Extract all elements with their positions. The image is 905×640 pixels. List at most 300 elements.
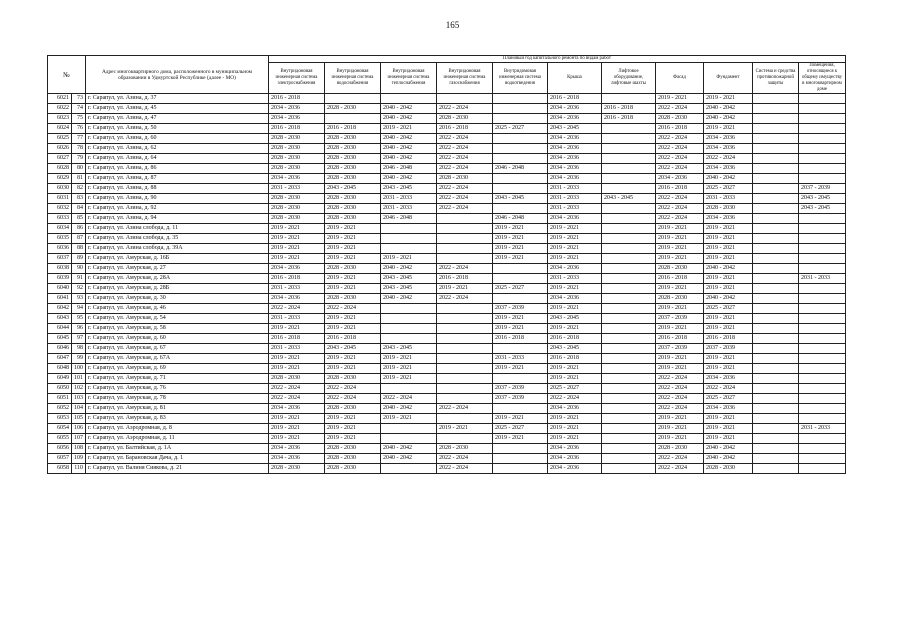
row-cell: 2034 - 2036	[548, 134, 602, 144]
row-cell: 2019 - 2021	[656, 414, 704, 424]
row-cell: 2022 - 2024	[437, 264, 493, 274]
row-cell: 2040 - 2042	[704, 454, 753, 464]
row-cell	[381, 464, 437, 474]
row-cell: 2028 - 2030	[325, 204, 381, 214]
row-cell	[799, 224, 846, 234]
row-cell: 2019 - 2021	[548, 224, 602, 234]
row-address: г. Сарапул, ул. Амурская, д. 27	[86, 264, 269, 274]
row-cell: 2022 - 2024	[548, 394, 602, 404]
row-address: г. Сарапул, ул. Азина, д. 47	[86, 114, 269, 124]
row-cell	[602, 374, 656, 384]
row-global-number: 6044	[48, 324, 72, 334]
row-cell: 2034 - 2036	[548, 214, 602, 224]
row-cell	[753, 154, 799, 164]
row-address: г. Сарапул, ул. Амурская, д. 60	[86, 334, 269, 344]
row-cell: 2022 - 2024	[656, 144, 704, 154]
table-row	[48, 274, 846, 284]
row-cell: 2019 - 2021	[381, 254, 437, 264]
row-cell	[437, 254, 493, 264]
row-cell: 2034 - 2036	[269, 264, 325, 274]
table-row	[48, 184, 846, 194]
header-col-1: Внутридомовая инженерная система электроснабжения	[269, 63, 325, 94]
row-cell: 2019 - 2021	[548, 284, 602, 294]
row-cell: 2034 - 2036	[269, 294, 325, 304]
row-cell: 2022 - 2024	[656, 404, 704, 414]
row-cell: 2028 - 2030	[325, 134, 381, 144]
row-cell: 2028 - 2030	[325, 464, 381, 474]
row-cell: 2034 - 2036	[548, 144, 602, 154]
row-cell	[437, 434, 493, 444]
row-cell	[753, 264, 799, 274]
row-cell	[493, 294, 548, 304]
row-global-number: 6040	[48, 284, 72, 294]
row-cell	[437, 94, 493, 104]
table-row	[48, 134, 846, 144]
row-cell: 2016 - 2018	[602, 114, 656, 124]
row-cell	[381, 244, 437, 254]
row-cell: 2028 - 2030	[269, 194, 325, 204]
row-cell	[493, 374, 548, 384]
row-cell: 2019 - 2021	[548, 364, 602, 374]
row-cell: 2019 - 2021	[325, 284, 381, 294]
row-cell: 2040 - 2042	[704, 294, 753, 304]
row-cell: 2019 - 2021	[656, 354, 704, 364]
row-cell	[753, 234, 799, 244]
row-cell: 2043 - 2045	[548, 344, 602, 354]
row-cell: 2025 - 2027	[548, 384, 602, 394]
table-row	[48, 324, 846, 334]
row-cell	[753, 214, 799, 224]
row-cell: 2028 - 2030	[269, 464, 325, 474]
row-cell: 2019 - 2021	[704, 284, 753, 294]
row-cell: 2022 - 2024	[437, 194, 493, 204]
row-cell: 2019 - 2021	[269, 434, 325, 444]
row-cell: 2019 - 2021	[656, 324, 704, 334]
row-address: г. Сарапул, ул. Азина, д. 37	[86, 94, 269, 104]
row-cell: 2031 - 2033	[799, 424, 846, 434]
header-address: Адрес многоквартирного дома, расположенного в муниципальном образовании в Удмуртской Республике (далее - МО)	[86, 56, 269, 94]
row-cell: 2034 - 2036	[548, 104, 602, 114]
row-address: г. Сарапул, ул. Азина, д. 62	[86, 144, 269, 154]
row-cell	[799, 214, 846, 224]
row-cell: 2040 - 2042	[704, 174, 753, 184]
row-cell: 2043 - 2045	[325, 184, 381, 194]
row-cell	[493, 154, 548, 164]
row-cell: 2022 - 2024	[325, 384, 381, 394]
row-cell: 2031 - 2033	[704, 194, 753, 204]
row-cell	[381, 424, 437, 434]
row-cell: 2034 - 2036	[704, 164, 753, 174]
row-address: г. Сарапул, ул. Амурская, д. 71	[86, 374, 269, 384]
row-cell	[602, 294, 656, 304]
row-local-number: 94	[72, 304, 86, 314]
row-cell: 2028 - 2030	[656, 294, 704, 304]
row-cell	[753, 404, 799, 414]
row-cell	[602, 164, 656, 174]
header-col-3: Внутридомовая инженерная система теплоснабжения	[381, 63, 437, 94]
row-cell	[753, 364, 799, 374]
row-local-number: 98	[72, 344, 86, 354]
table-row	[48, 374, 846, 384]
row-address: г. Сарапул, ул. Амурская, д. 46	[86, 304, 269, 314]
row-cell: 2022 - 2024	[437, 154, 493, 164]
row-cell: 2040 - 2042	[381, 294, 437, 304]
row-cell	[799, 254, 846, 264]
row-cell	[437, 414, 493, 424]
row-cell	[602, 304, 656, 314]
row-cell: 2016 - 2018	[602, 104, 656, 114]
row-cell	[381, 234, 437, 244]
header-col-5: Внутридомовая инженерная система водоотведения	[493, 63, 548, 94]
table-row	[48, 124, 846, 134]
row-global-number: 6031	[48, 194, 72, 204]
row-cell: 2019 - 2021	[381, 124, 437, 134]
table-row	[48, 294, 846, 304]
row-cell: 2034 - 2036	[269, 174, 325, 184]
row-cell	[753, 434, 799, 444]
row-cell: 2037 - 2039	[704, 344, 753, 354]
row-cell: 2019 - 2021	[269, 234, 325, 244]
row-cell: 2022 - 2024	[656, 154, 704, 164]
row-cell: 2019 - 2021	[325, 274, 381, 284]
row-cell: 2019 - 2021	[493, 414, 548, 424]
row-cell	[602, 274, 656, 284]
header-col-6: Крыша	[548, 63, 602, 94]
row-cell: 2016 - 2018	[656, 334, 704, 344]
row-cell: 2043 - 2045	[381, 284, 437, 294]
row-local-number: 92	[72, 284, 86, 294]
row-global-number: 6055	[48, 434, 72, 444]
row-cell	[753, 294, 799, 304]
row-local-number: 104	[72, 404, 86, 414]
row-cell	[437, 314, 493, 324]
row-cell: 2022 - 2024	[437, 204, 493, 214]
row-cell: 2019 - 2021	[493, 224, 548, 234]
page-number: 165	[445, 20, 460, 30]
row-cell: 2019 - 2021	[548, 434, 602, 444]
row-cell	[753, 144, 799, 154]
row-cell	[799, 234, 846, 244]
row-cell: 2019 - 2021	[548, 374, 602, 384]
row-cell: 2016 - 2018	[656, 184, 704, 194]
row-global-number: 6050	[48, 384, 72, 394]
row-cell: 2028 - 2030	[325, 194, 381, 204]
row-cell: 2019 - 2021	[493, 434, 548, 444]
row-cell	[753, 274, 799, 284]
row-cell: 2019 - 2021	[656, 234, 704, 244]
row-cell: 2028 - 2030	[325, 164, 381, 174]
row-cell: 2040 - 2042	[704, 264, 753, 274]
row-local-number: 108	[72, 444, 86, 454]
row-cell: 2031 - 2033	[548, 274, 602, 284]
row-cell	[602, 444, 656, 454]
header-col-2: Внутридомовая инженерная система водоснабжения	[325, 63, 381, 94]
row-cell: 2031 - 2033	[493, 354, 548, 364]
row-cell	[437, 324, 493, 334]
row-local-number: 89	[72, 254, 86, 264]
row-cell: 2031 - 2033	[548, 204, 602, 214]
row-cell	[437, 234, 493, 244]
table-row	[48, 174, 846, 184]
row-cell: 2016 - 2018	[493, 334, 548, 344]
row-local-number: 74	[72, 104, 86, 114]
row-global-number: 6047	[48, 354, 72, 364]
row-cell	[753, 444, 799, 454]
row-cell: 2022 - 2024	[656, 104, 704, 114]
row-cell	[493, 464, 548, 474]
row-cell	[381, 384, 437, 394]
row-global-number: 6036	[48, 244, 72, 254]
row-cell: 2019 - 2021	[325, 244, 381, 254]
table-row	[48, 414, 846, 424]
row-cell: 2034 - 2036	[548, 154, 602, 164]
row-cell: 2019 - 2021	[381, 354, 437, 364]
row-global-number: 6049	[48, 374, 72, 384]
row-cell: 2034 - 2036	[269, 454, 325, 464]
row-cell: 2019 - 2021	[704, 414, 753, 424]
row-address: г. Сарапул, ул. Амурская, д. 54	[86, 314, 269, 324]
row-local-number: 77	[72, 134, 86, 144]
row-local-number: 109	[72, 454, 86, 464]
row-local-number: 106	[72, 424, 86, 434]
row-cell	[753, 194, 799, 204]
table-row	[48, 154, 846, 164]
row-cell	[799, 374, 846, 384]
row-cell: 2040 - 2042	[704, 104, 753, 114]
row-cell: 2034 - 2036	[548, 464, 602, 474]
row-cell	[602, 144, 656, 154]
table-row	[48, 344, 846, 354]
row-local-number: 91	[72, 274, 86, 284]
row-cell: 2022 - 2024	[656, 384, 704, 394]
row-cell	[799, 414, 846, 424]
row-cell: 2019 - 2021	[325, 254, 381, 264]
row-global-number: 6042	[48, 304, 72, 314]
row-cell	[753, 314, 799, 324]
row-cell: 2040 - 2042	[381, 404, 437, 414]
row-cell	[799, 154, 846, 164]
row-cell: 2037 - 2039	[656, 314, 704, 324]
row-address: г. Сарапул, ул. Азина, д. 64	[86, 154, 269, 164]
row-cell: 2034 - 2036	[548, 164, 602, 174]
row-address: г. Сарапул, ул. Азина, д. 92	[86, 204, 269, 214]
row-cell: 2028 - 2030	[437, 114, 493, 124]
row-local-number: 87	[72, 234, 86, 244]
table-row	[48, 434, 846, 444]
row-cell: 2043 - 2045	[381, 344, 437, 354]
row-local-number: 84	[72, 204, 86, 214]
row-cell: 2037 - 2039	[656, 344, 704, 354]
row-cell	[799, 124, 846, 134]
row-cell: 2022 - 2024	[656, 214, 704, 224]
row-cell: 2019 - 2021	[704, 254, 753, 264]
row-cell: 2019 - 2021	[269, 224, 325, 234]
row-cell: 2019 - 2021	[548, 414, 602, 424]
row-cell: 2022 - 2024	[656, 134, 704, 144]
row-local-number: 83	[72, 194, 86, 204]
row-cell	[325, 94, 381, 104]
row-cell: 2022 - 2024	[437, 104, 493, 114]
row-cell: 2031 - 2033	[799, 274, 846, 284]
row-cell: 2046 - 2048	[493, 164, 548, 174]
row-cell	[493, 94, 548, 104]
row-cell	[602, 244, 656, 254]
row-cell	[602, 154, 656, 164]
table-row	[48, 164, 846, 174]
row-address: г. Сарапул, ул. Амурская, д. 69	[86, 364, 269, 374]
row-cell	[602, 424, 656, 434]
row-cell	[493, 444, 548, 454]
row-cell	[602, 344, 656, 354]
row-cell: 2019 - 2021	[704, 94, 753, 104]
row-cell: 2025 - 2027	[493, 424, 548, 434]
row-cell: 2028 - 2030	[269, 134, 325, 144]
row-global-number: 6045	[48, 334, 72, 344]
row-local-number: 107	[72, 434, 86, 444]
row-global-number: 6027	[48, 154, 72, 164]
row-cell: 2034 - 2036	[704, 374, 753, 384]
row-local-number: 100	[72, 364, 86, 374]
row-cell	[753, 174, 799, 184]
row-cell: 2025 - 2027	[704, 394, 753, 404]
row-cell: 2028 - 2030	[325, 444, 381, 454]
row-cell: 2028 - 2030	[269, 374, 325, 384]
row-cell	[602, 284, 656, 294]
row-local-number: 97	[72, 334, 86, 344]
row-address: г. Сарапул, ул. Амурская, д. 67А	[86, 354, 269, 364]
row-cell: 2016 - 2018	[704, 334, 753, 344]
row-cell	[493, 204, 548, 214]
row-cell	[799, 334, 846, 344]
row-cell	[753, 414, 799, 424]
row-cell: 2040 - 2042	[381, 114, 437, 124]
row-cell: 2016 - 2018	[656, 124, 704, 134]
row-address: г. Сарапул, ул. Азина, д. 45	[86, 104, 269, 114]
row-local-number: 103	[72, 394, 86, 404]
row-cell	[753, 334, 799, 344]
row-cell	[381, 224, 437, 234]
row-cell: 2022 - 2024	[381, 394, 437, 404]
row-cell: 2019 - 2021	[381, 374, 437, 384]
row-cell: 2022 - 2024	[437, 404, 493, 414]
row-cell	[753, 304, 799, 314]
row-cell: 2043 - 2045	[493, 194, 548, 204]
row-cell	[799, 174, 846, 184]
row-cell	[602, 394, 656, 404]
row-cell: 2019 - 2021	[704, 354, 753, 364]
row-cell: 2016 - 2018	[437, 124, 493, 134]
row-cell: 2019 - 2021	[548, 324, 602, 334]
row-local-number: 86	[72, 224, 86, 234]
table-row	[48, 264, 846, 274]
row-cell: 2028 - 2030	[269, 154, 325, 164]
row-cell	[753, 394, 799, 404]
row-cell: 2031 - 2033	[269, 344, 325, 354]
row-cell	[602, 224, 656, 234]
row-cell	[799, 264, 846, 274]
row-cell: 2019 - 2021	[493, 234, 548, 244]
row-cell: 2043 - 2045	[602, 194, 656, 204]
row-local-number: 85	[72, 214, 86, 224]
row-cell: 2022 - 2024	[437, 454, 493, 464]
row-cell: 2028 - 2030	[325, 374, 381, 384]
row-address: г. Сарапул, ул. Амурская, д. 76	[86, 384, 269, 394]
row-global-number: 6026	[48, 144, 72, 154]
row-cell: 2022 - 2024	[656, 374, 704, 384]
row-global-number: 6021	[48, 94, 72, 104]
table-row	[48, 144, 846, 154]
table-row	[48, 394, 846, 404]
row-cell	[799, 454, 846, 464]
row-local-number: 110	[72, 464, 86, 474]
row-cell: 2022 - 2024	[656, 194, 704, 204]
row-cell: 2031 - 2033	[548, 194, 602, 204]
row-cell: 2016 - 2018	[548, 354, 602, 364]
row-cell	[753, 104, 799, 114]
row-cell	[602, 414, 656, 424]
table-row	[48, 94, 846, 104]
row-cell: 2034 - 2036	[269, 114, 325, 124]
row-cell: 2028 - 2030	[656, 264, 704, 274]
row-cell: 2022 - 2024	[704, 154, 753, 164]
row-address: г. Сарапул, ул. Азина, д. 87	[86, 174, 269, 184]
row-cell	[602, 334, 656, 344]
row-local-number: 93	[72, 294, 86, 304]
row-global-number: 6052	[48, 404, 72, 414]
row-cell: 2019 - 2021	[437, 284, 493, 294]
row-cell: 2028 - 2030	[656, 444, 704, 454]
row-cell	[753, 204, 799, 214]
row-address: г. Сарапул, ул. Валиня Сиякова, д. 21	[86, 464, 269, 474]
row-cell	[602, 174, 656, 184]
row-cell: 2034 - 2036	[269, 104, 325, 114]
row-cell	[493, 144, 548, 154]
row-cell	[493, 184, 548, 194]
row-address: г. Сарапул, ул. Амурская, д. 81	[86, 404, 269, 414]
header-col-11: Помещения, относящиеся к общему имуществу в многоквартирном доме	[799, 63, 846, 94]
row-cell: 2019 - 2021	[325, 364, 381, 374]
row-cell	[753, 384, 799, 394]
row-local-number: 73	[72, 94, 86, 104]
row-cell	[799, 284, 846, 294]
row-cell: 2040 - 2042	[381, 134, 437, 144]
row-cell	[381, 94, 437, 104]
row-cell	[753, 94, 799, 104]
row-cell	[381, 304, 437, 314]
row-cell	[753, 354, 799, 364]
row-cell: 2034 - 2036	[548, 114, 602, 124]
row-address: г. Сарапул, ул. Азина, д. 88	[86, 184, 269, 194]
row-address: г. Сарапул, ул. Амурская, д. 28А	[86, 274, 269, 284]
row-local-number: 88	[72, 244, 86, 254]
row-address: г. Сарапул, ул. Азина слобода, д. 11	[86, 224, 269, 234]
row-cell: 2034 - 2036	[269, 404, 325, 414]
row-address: г. Сарапул, ул. Азина, д. 86	[86, 164, 269, 174]
row-cell: 2019 - 2021	[704, 424, 753, 434]
row-cell	[602, 364, 656, 374]
row-address: г. Сарапул, ул. Амурская, д. 58	[86, 324, 269, 334]
row-cell: 2019 - 2021	[269, 324, 325, 334]
row-cell: 2019 - 2021	[325, 424, 381, 434]
row-cell: 2019 - 2021	[437, 424, 493, 434]
row-cell	[493, 344, 548, 354]
row-cell: 2031 - 2033	[381, 194, 437, 204]
row-global-number: 6053	[48, 414, 72, 424]
row-address: г. Сарапул, ул. Азина, д. 60	[86, 134, 269, 144]
row-cell	[437, 334, 493, 344]
table-row	[48, 464, 846, 474]
row-cell: 2019 - 2021	[325, 224, 381, 234]
